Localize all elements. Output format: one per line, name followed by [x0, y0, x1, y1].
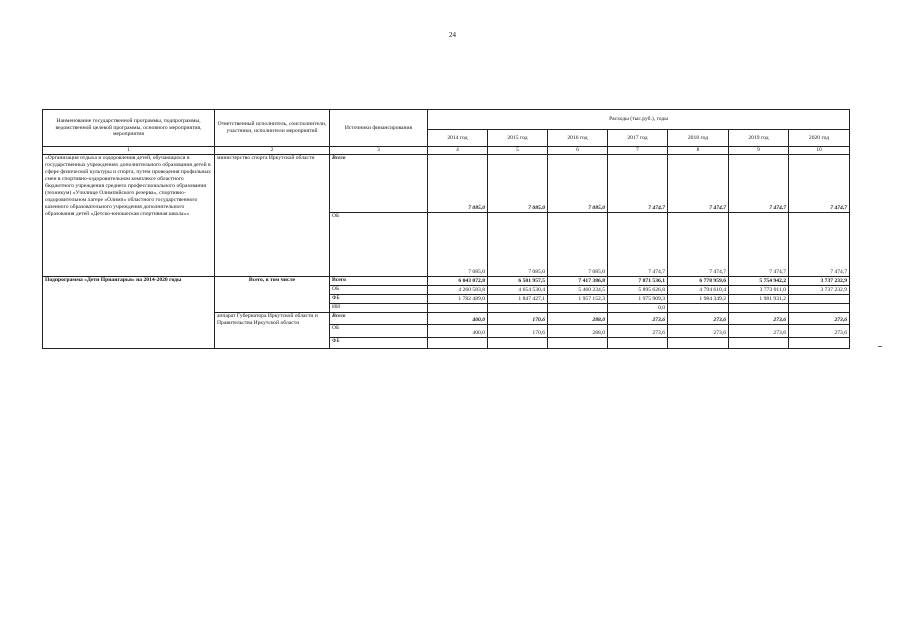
column-number: 10 — [789, 147, 850, 155]
value-cell: 6 043 072,8 — [428, 277, 488, 286]
column-number: 6 — [548, 147, 608, 155]
responsible-executor: министерство спорта Иркутской области — [215, 155, 330, 277]
value-cell: 7 474,7 — [789, 213, 850, 277]
value-cell: 273,6 — [668, 325, 729, 338]
value-cell: 7 417 386,8 — [548, 277, 608, 286]
value-cell: 7 474,7 — [608, 213, 668, 277]
value-cell — [729, 304, 789, 313]
value-cell: 273,6 — [789, 313, 850, 325]
header-year: 2015 год — [488, 130, 548, 147]
value-cell: 7 085,0 — [488, 155, 548, 213]
header-year: 2014 год — [428, 130, 488, 147]
value-cell: 273,6 — [729, 313, 789, 325]
value-cell: 5 895 626,8 — [608, 286, 668, 295]
source-cell: Всего — [330, 277, 428, 286]
value-cell — [668, 338, 729, 349]
value-cell — [488, 338, 548, 349]
page-number: 24 — [449, 31, 456, 39]
value-cell: 170,6 — [488, 325, 548, 338]
value-cell: 1 975 909,3 — [608, 295, 668, 304]
source-cell: ОБ — [330, 325, 428, 338]
column-number: 5 — [488, 147, 548, 155]
budget-table — [42, 109, 850, 349]
value-cell: 6 501 957,5 — [488, 277, 548, 286]
value-cell: 1 782 489,0 — [428, 295, 488, 304]
table-row — [43, 277, 850, 286]
header-year: 2016 год — [548, 130, 608, 147]
value-cell: 5 460 234,5 — [548, 286, 608, 295]
source-cell: ОБ — [330, 286, 428, 295]
value-cell: 7 085,0 — [428, 155, 488, 213]
source-cell: ОБ — [330, 213, 428, 277]
value-cell: 5 754 942,2 — [729, 277, 789, 286]
value-cell: 7 085,0 — [548, 213, 608, 277]
value-cell: 273,6 — [608, 325, 668, 338]
value-cell: 7 474,7 — [668, 155, 729, 213]
header-responsible: Ответственный исполнитель, соисполнители, участники, исполнители мероприятий — [215, 110, 330, 147]
value-cell — [608, 338, 668, 349]
source-cell: Всего — [330, 313, 428, 325]
margin-mark — [878, 346, 882, 347]
column-number-row — [43, 147, 850, 155]
value-cell: 7 474,7 — [789, 155, 850, 213]
source-cell: Всего — [330, 155, 428, 213]
value-cell: 273,6 — [608, 313, 668, 325]
value-cell: 170,6 — [488, 313, 548, 325]
value-cell: 1 847 427,1 — [488, 295, 548, 304]
value-cell: 7 474,7 — [608, 155, 668, 213]
header-year: 2018 год — [668, 130, 729, 147]
program-name: «Организация отдыха и оздоровления детей, обучающихся в государственных учреждениях дополнительного образования детей в сфере физической культуры и спорта, путем проведения профильных смен в спортивно-оздоровительном комплексе областного бюджетного учреждения среднего профессионального образования (техникум) «Училище Олимпийского резерва», спортивно-оздоровительном лагере «Олимп» областного государственного казенного образовательного учреждения дополнительного образования детей «Детско-юношеская спортивная школа»» — [43, 155, 215, 277]
responsible-executor: Всего, в том числе — [215, 277, 330, 313]
header-expenses: Расходы (тыс.руб.), годы — [428, 110, 850, 130]
value-cell: 400,0 — [428, 325, 488, 338]
table-row — [43, 155, 850, 213]
header-year: 2017 год — [608, 130, 668, 147]
value-cell: 273,6 — [729, 325, 789, 338]
value-cell: 0,0 — [608, 304, 668, 313]
value-cell: 7 474,7 — [668, 213, 729, 277]
column-number: 7 — [608, 147, 668, 155]
column-number: 4 — [428, 147, 488, 155]
source-cell: ФБ — [330, 295, 428, 304]
value-cell — [548, 338, 608, 349]
value-cell — [428, 304, 488, 313]
value-cell — [668, 304, 729, 313]
value-cell — [789, 338, 850, 349]
value-cell: 7 871 536,1 — [608, 277, 668, 286]
value-cell: 7 474,7 — [729, 155, 789, 213]
header-year: 2020 год — [789, 130, 850, 147]
header-sources: Источники финансирования — [330, 110, 428, 147]
value-cell: 3 737 232,9 — [789, 277, 850, 286]
source-cell: ФБ — [330, 338, 428, 349]
column-number: 9 — [729, 147, 789, 155]
value-cell: 1 957 152,3 — [548, 295, 608, 304]
value-cell: 288,0 — [548, 313, 608, 325]
source-cell: ИИ — [330, 304, 428, 313]
header-name: Наименование государственной программы, подпрограммы, ведомственной целевой программы, основного мероприятия, мероприятия — [43, 110, 215, 147]
header-year: 2019 год — [729, 130, 789, 147]
value-cell: 288,0 — [548, 325, 608, 338]
value-cell — [488, 304, 548, 313]
value-cell: 3 737 232,9 — [789, 286, 850, 295]
responsible-executor: аппарат Губернатора Иркутской области и Правительства Иркутской области — [215, 313, 330, 349]
value-cell — [789, 304, 850, 313]
value-cell: 273,6 — [789, 325, 850, 338]
value-cell: 4 260 583,8 — [428, 286, 488, 295]
value-cell: 273,6 — [668, 313, 729, 325]
value-cell: 7 085,0 — [428, 213, 488, 277]
value-cell — [729, 338, 789, 349]
value-cell — [428, 338, 488, 349]
value-cell: 4 654 530,4 — [488, 286, 548, 295]
value-cell: 6 778 959,6 — [668, 277, 729, 286]
value-cell — [789, 295, 850, 304]
value-cell: 3 773 011,0 — [729, 286, 789, 295]
column-number: 3 — [330, 147, 428, 155]
column-number: 8 — [668, 147, 729, 155]
value-cell: 7 474,7 — [729, 213, 789, 277]
value-cell: 7 085,0 — [488, 213, 548, 277]
subprogram-name: Подпрограмма «Дети Приангарья» на 2014-2020 годы — [43, 277, 215, 349]
value-cell — [548, 304, 608, 313]
column-number: 2 — [215, 147, 330, 155]
value-cell: 4 794 610,4 — [668, 286, 729, 295]
value-cell: 400,0 — [428, 313, 488, 325]
value-cell: 1 984 349,2 — [668, 295, 729, 304]
value-cell: 7 085,0 — [548, 155, 608, 213]
value-cell: 1 981 931,2 — [729, 295, 789, 304]
column-number: 1 — [43, 147, 215, 155]
